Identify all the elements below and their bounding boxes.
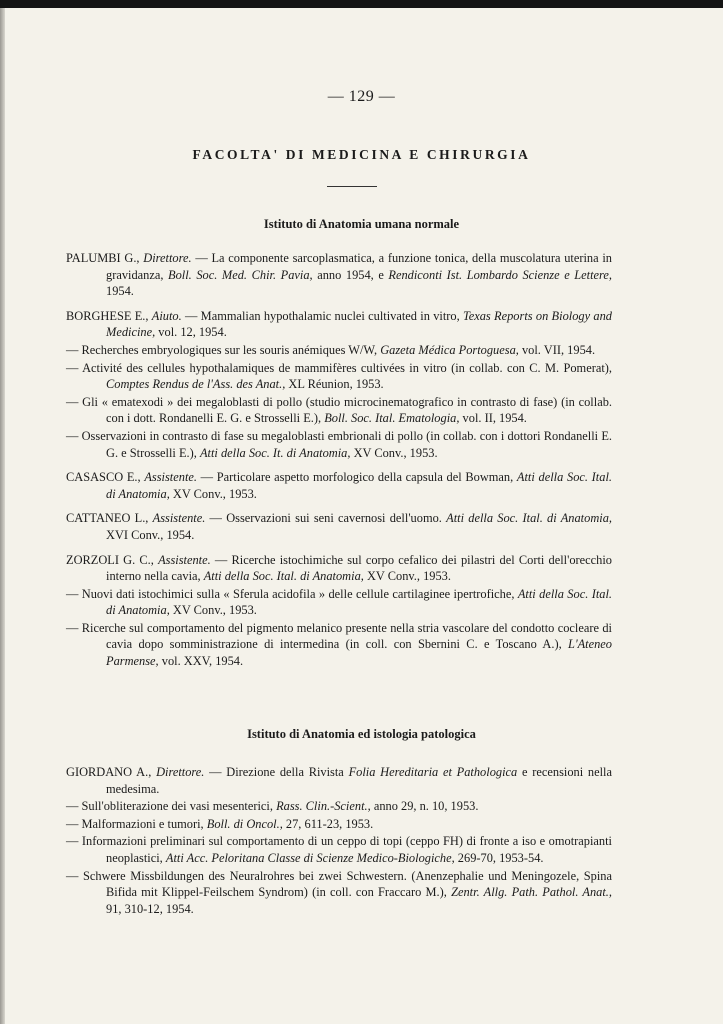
citation-text: XV Conv., 1953. bbox=[363, 569, 451, 584]
bibliography-entry bbox=[66, 469, 612, 502]
bibliography-entry bbox=[66, 868, 612, 918]
citation-italic: Boll. di Oncol., bbox=[206, 816, 283, 831]
citation-text: — Sull'obliterazione dei vasi mesenterici, bbox=[66, 799, 277, 814]
citation-text: — Schwere Missbildungen des Neuralrohres bei zwei Schwestern. (Anenzephalie und Meningozele, Spina Bifida mit Klippel-Feilschem Syndrom) (in coll. con Fraccaro M.), bbox=[66, 868, 612, 900]
citation-text: — Malformazioni e tumori, bbox=[66, 816, 207, 831]
bibliography-entry bbox=[66, 816, 612, 833]
citation-text: anno 29, n. 10, 1953. bbox=[370, 799, 479, 814]
section-title-anatomia-umana: Istituto di Anatomia umana normale bbox=[263, 217, 460, 231]
bibliography-entry bbox=[66, 308, 612, 341]
citation-text: 269-70, 1953-54. bbox=[454, 850, 544, 865]
bibliography-entry bbox=[66, 552, 612, 585]
citation-italic: Rass. Clin.-Scient., bbox=[276, 799, 371, 814]
citation-text: XV Conv., 1953. bbox=[169, 486, 257, 501]
page-number: — 129 — bbox=[327, 88, 396, 105]
bibliography-entry bbox=[66, 394, 612, 427]
citation-text: — Gli « ematexodi » dei megaloblasti di pollo (studio microcinematografico in contrasto di fase) (in collab. con i dott. Rondanelli E. G. e Strosselli E.), bbox=[66, 394, 612, 426]
citation-text: ZORZOLI G. C., bbox=[66, 552, 159, 567]
citation-italic: Atti della Soc. Ital. di Anatomia, bbox=[203, 569, 364, 584]
citation-text: e recensioni nella medesima. bbox=[106, 765, 612, 796]
citation-italic: Atti Acc. Peloritana Classe di Scienze Medico-Biologiche, bbox=[165, 850, 455, 865]
citation-text: — Nuovi dati istochimici sulla « Sferula acidofila » delle cellule cartilaginee ipertrofiche, bbox=[66, 586, 518, 601]
citation-text: — Activité des cellules hypothalamiques de mammifères cultivées in vitro (in collab. con C. M. Pomerat), bbox=[66, 360, 612, 375]
citation-text: 91, 310-12, 1954. bbox=[106, 901, 194, 916]
citation-text: — Recherches embryologiques sur les souris anémiques W/W, bbox=[66, 342, 381, 357]
citation-italic: Texas Reports on Biology and Medicine, bbox=[106, 308, 612, 340]
title-divider bbox=[327, 186, 377, 187]
citation-italic: Boll. Soc. Med. Chir. Pavia, bbox=[168, 267, 313, 282]
citation-italic: Boll. Soc. Ital. Ematologia, bbox=[324, 411, 460, 426]
faculty-title: FACOLTA' DI MEDICINA E CHIRURGIA bbox=[192, 147, 531, 162]
citation-text: vol. 12, 1954. bbox=[155, 325, 227, 340]
citation-italic: Rendiconti Ist. Lombardo Scienze e Lettere, bbox=[388, 267, 613, 282]
citation-text: — Ricerche istochimiche sul corpo cefalico dei pilastri del Corti dell'orecchio interno nella cavia, bbox=[106, 552, 612, 584]
citation-text: XL Réunion, 1953. bbox=[285, 377, 384, 392]
citation-italic: Zentr. Allg. Path. Pathol. Anat., bbox=[451, 885, 612, 900]
citation-text: — Informazioni preliminari sul comportamento di un ceppo di topi (ceppo FH) di fronte a iso e omotrapianti neoplastici, bbox=[66, 834, 612, 865]
bibliography-entry bbox=[66, 510, 612, 543]
citation-italic: Assistente. bbox=[144, 470, 197, 485]
citation-text: vol. II, 1954. bbox=[459, 411, 527, 426]
citation-text: XV Conv., 1953. bbox=[169, 603, 257, 618]
citation-text: vol. VII, 1954. bbox=[518, 342, 596, 357]
citation-italic: Assistente. bbox=[152, 511, 206, 526]
citation-text: XV Conv., 1953. bbox=[350, 445, 438, 460]
citation-italic: Direttore. bbox=[156, 765, 205, 779]
citation-text: — Osservazioni in contrasto di fase su megaloblasti embrionali di pollo (in collab. con i dottori Rondanelli E. G. e Strosselli E.), bbox=[66, 428, 612, 460]
section-anatomia-umana-entries bbox=[66, 250, 612, 670]
citation-italic: Assistente. bbox=[158, 552, 211, 567]
bibliography-entry bbox=[66, 250, 612, 300]
bibliography-entry bbox=[66, 342, 612, 359]
bibliography-entry bbox=[66, 428, 612, 461]
citation-text: 1954. bbox=[106, 284, 134, 299]
citation-italic: Comptes Rendus de l'Ass. des Anat., bbox=[106, 377, 286, 392]
citation-text: — Mammalian hypothalamic nuclei cultivated in vitro, bbox=[181, 308, 463, 323]
citation-italic: Atti della Soc. It. di Anatomia, bbox=[199, 445, 351, 460]
citation-text: CATTANEO L., bbox=[66, 511, 153, 526]
bibliography-entry bbox=[66, 764, 612, 797]
citation-italic: Atti della Soc. Ital. di Anatomia, bbox=[106, 586, 612, 618]
citation-text: 27, 611-23, 1953. bbox=[282, 816, 374, 831]
citation-text: PALUMBI G., bbox=[66, 251, 144, 265]
citation-italic: Gazeta Médica Portoguesa, bbox=[380, 342, 519, 357]
bibliography-entry bbox=[66, 586, 612, 619]
citation-text: — Direzione della Rivista bbox=[204, 765, 349, 779]
citation-italic: Atti della Soc. Ital. di Anatomia, bbox=[106, 470, 612, 501]
bibliography-entry bbox=[66, 833, 612, 866]
citation-text: anno 1954, e bbox=[312, 267, 389, 282]
citation-text: GIORDANO A., bbox=[66, 765, 157, 779]
bibliography-entry bbox=[66, 620, 612, 670]
section-anatomia-patologica-entries bbox=[66, 764, 612, 917]
citation-italic: Folia Hereditaria et Pathologica bbox=[348, 765, 518, 779]
citation-text: — Ricerche sul comportamento del pigmento melanico presente nella stria vascolare del condotto cocleare di cavia dopo somministrazione di intermedina (in coll. con Sbernini C. e Toscano A.), bbox=[66, 620, 612, 652]
citation-text: BORGHESE E., bbox=[66, 308, 152, 323]
bibliography-entry bbox=[66, 798, 612, 815]
citation-text: CASASCO E., bbox=[66, 470, 145, 485]
section-title-anatomia-patologica: Istituto di Anatomia ed istologia patologica bbox=[247, 727, 476, 741]
citation-italic: Direttore. bbox=[143, 251, 192, 265]
citation-text: vol. XXV, 1954. bbox=[158, 654, 244, 669]
citation-italic: Atti della Soc. Ital. di Anatomia, bbox=[446, 511, 612, 526]
citation-text: XVI Conv., 1954. bbox=[106, 527, 195, 542]
citation-text: — La componente sarcoplasmatica, a funzione tonica, della muscolatura uterina in gravidanza, bbox=[106, 251, 612, 282]
citation-text: — Particolare aspetto morfologico della capsula del Bowman, bbox=[196, 470, 517, 485]
bibliography-entry bbox=[66, 360, 612, 393]
scan-top-edge bbox=[0, 0, 723, 8]
citation-text: — Osservazioni sui seni cavernosi dell'uomo. bbox=[205, 511, 447, 526]
citation-italic: L'Ateneo Parmense, bbox=[106, 637, 612, 669]
citation-italic: Aiuto. bbox=[151, 308, 182, 323]
